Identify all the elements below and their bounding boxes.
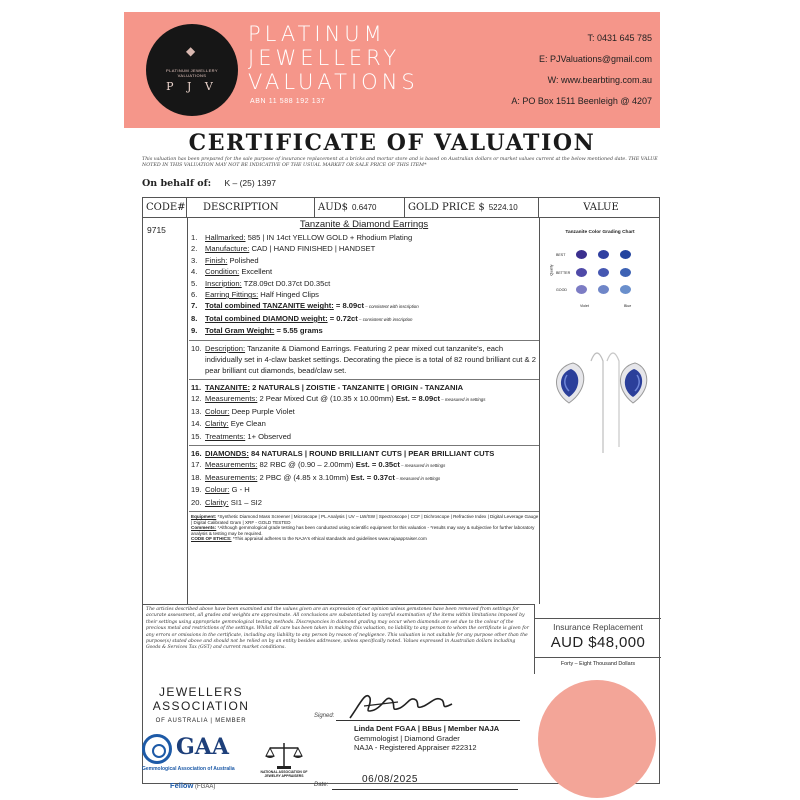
ja-sub: OF AUSTRALIA | MEMBER xyxy=(155,718,247,724)
abn-number: ABN 11 588 192 137 xyxy=(250,98,326,105)
row-estimate: Est. = 0.37ct xyxy=(348,472,395,482)
row-number: 4. xyxy=(191,267,198,277)
detail-row xyxy=(189,393,539,405)
row-text: 585 | IN 14ct YELLOW GOLD + Rhodium Plating xyxy=(245,233,413,242)
equipment-label: Equipment: xyxy=(191,513,217,519)
row-number: 17. xyxy=(191,460,202,470)
jewellers-association-logo xyxy=(142,685,260,728)
row-number: 20. xyxy=(191,497,202,507)
item-description xyxy=(189,218,539,542)
detail-row xyxy=(189,313,539,325)
gem-swatch xyxy=(598,268,609,277)
logo-ring-text: PLATINUM JEWELLERY VALUATIONS xyxy=(166,68,218,78)
gaa-fellow xyxy=(170,781,215,790)
signature-line xyxy=(336,720,520,721)
header-code: CODE# xyxy=(143,198,187,218)
chart-axis-x-right: Blue xyxy=(624,304,632,308)
detail-row xyxy=(189,472,539,484)
divider xyxy=(539,218,540,604)
gem-swatch xyxy=(576,268,587,277)
detail-row xyxy=(189,484,539,496)
divider xyxy=(189,511,539,512)
row-text: 2 NATURALS | ZOISTIE - TANZANITE | ORIGIN - TANZANIA xyxy=(250,382,464,392)
row-label: TANZANITE: xyxy=(205,382,250,392)
signed-label: Signed: xyxy=(314,713,335,719)
gem-swatch xyxy=(620,268,631,277)
ethics-note xyxy=(189,536,539,542)
divider xyxy=(189,379,539,380)
gold-label: GOLD PRICE $ xyxy=(408,202,485,213)
date-label: Date: xyxy=(314,782,329,788)
row-number: 18. xyxy=(191,472,202,482)
row-note: – consistent with inscription xyxy=(357,316,413,322)
behalf-label: On behalf of: xyxy=(142,178,212,189)
comments-note xyxy=(189,525,539,536)
gaa-sub: Gemmological Association of Australia xyxy=(142,766,235,772)
detail-row xyxy=(189,255,539,266)
brand-line-3: VALUATIONS xyxy=(248,70,419,94)
row-label: Total combined DIAMOND weight: xyxy=(205,313,328,323)
brand-line-2: JEWELLERY xyxy=(248,46,401,70)
equipment-note xyxy=(189,514,539,525)
row-label: Manufacture: xyxy=(205,244,250,254)
header-description: DESCRIPTION xyxy=(187,198,315,218)
row-number: 3. xyxy=(191,255,198,265)
header-aud xyxy=(315,198,405,218)
diamond-heading xyxy=(189,448,539,459)
signer-title: Gemmologist | Diamond Grader xyxy=(354,733,460,743)
row-text: TZ8.09ct D0.37ct D0.35ct xyxy=(241,278,331,288)
row-label: Description: xyxy=(205,343,246,353)
insurance-label: Insurance Replacement xyxy=(553,622,643,632)
row-text: = 5.55 grams xyxy=(274,326,323,336)
behalf-value: K – (25) 1397 xyxy=(224,178,276,188)
row-text: CAD | HAND FINISHED | HANDSET xyxy=(249,244,376,254)
naja-logo xyxy=(258,740,310,796)
fellow-suffix: (FGAA) xyxy=(193,784,216,790)
row-label: Total combined TANZANITE weight: xyxy=(205,301,334,311)
row-text: 2 Pear Mixed Cut @ (10.35 x 10.00mm) xyxy=(257,394,394,404)
detail-row xyxy=(189,289,539,300)
gem-swatch xyxy=(598,250,609,259)
row-number: 5. xyxy=(191,278,198,288)
date-value: 06/08/2025 xyxy=(362,774,419,785)
contact-details xyxy=(511,28,652,112)
diamond-icon: ◆ xyxy=(186,44,196,58)
detail-row xyxy=(189,497,539,509)
detail-row xyxy=(189,232,539,243)
row-text: Excellent xyxy=(239,267,273,277)
terms-text: The articles described above have been examined and the values given are an expression of our opinion unless gemstones have been removed from settings for accurate assessment, all grades and weights are approximate. All conclusions are substantiated by careful examination of the items within limitations imposed by their settings using appropriate gemmological testing methods. Discrepancies in diamond grading may occur when diamonds are set due to the colour of the precious metal and restrictions of the settings. Whilst all care has been taken in making this valuation, no liability to any person to whom the certificate is given for any errors or omissions in the certificate, including any liability to any person by reason of negligence. This valuation is not suitable for any purpose other than the purpose(s) stated above and should not be relied on by an entity besides addressee, unless specifically noted. Values expressed in Australian dollars including Goods & Services Tax (GST) and current market conditions. xyxy=(143,604,535,674)
signer-block xyxy=(354,724,499,753)
row-note: – measured in settings xyxy=(399,463,446,469)
row-number: 15. xyxy=(191,431,202,441)
gem-swatch xyxy=(620,250,631,259)
brand-name xyxy=(248,22,419,94)
row-text: Deep Purple Violet xyxy=(229,406,295,416)
gem-swatch xyxy=(598,285,609,294)
chart-row-label: GOOD xyxy=(556,288,567,292)
chart-axis-x-left: Violet xyxy=(580,304,589,308)
row-text: = 8.09ct xyxy=(333,301,364,311)
comments-label: Comments: xyxy=(191,525,217,531)
row-label: Hallmarked: xyxy=(205,233,246,242)
row-text: Half Hinged Clips xyxy=(258,290,319,300)
chart-row-label: BEST xyxy=(556,253,566,257)
item-title: Tanzanite & Diamond Earrings xyxy=(299,219,429,230)
detail-row xyxy=(189,300,539,312)
row-note: – consistent with inscription xyxy=(364,304,419,310)
insurance-box xyxy=(535,618,661,658)
website: W: www.bearbting.com.au xyxy=(547,75,652,85)
row-text: 84 NATURALS | ROUND BRILLIANT CUTS | PEAR BRILLIANT CUTS xyxy=(248,448,495,458)
row-label: Inscription: xyxy=(205,278,242,288)
signer-name: Linda Dent FGAA | BBus | Member NAJA xyxy=(354,724,500,733)
row-estimate: Est. = 0.35ct xyxy=(353,460,400,470)
row-label: Measurements: xyxy=(205,460,258,470)
row-number: 12. xyxy=(191,394,202,404)
naja-text: NATIONAL ASSOCIATION OF JEWELRY APPRAISERS xyxy=(260,770,308,778)
header-gold-price xyxy=(405,198,539,218)
gold-value: 5224.10 xyxy=(488,203,518,212)
row-number: 10. xyxy=(191,343,202,353)
row-number: 19. xyxy=(191,485,202,495)
row-label: Clarity: xyxy=(205,497,229,507)
fellow-text: Fellow xyxy=(170,781,194,790)
equipment-text: *Synthetic Diamond Mass Screener | Microscope | PL Analysis | UV – LW/SW | Spectroscope | CCF | Dichroscope | Refractive Index | Digital Leverage Gauge | Digital Calibrated Gram | XRF - GOLD TESTED xyxy=(191,513,539,525)
row-number: 9. xyxy=(191,326,198,336)
row-label: Treatments: xyxy=(205,431,246,441)
phone: T: 0431 645 785 xyxy=(587,33,652,43)
scales-icon xyxy=(258,740,310,770)
row-text: 82 RBC @ (0.90 – 2.00mm) xyxy=(257,460,354,470)
row-label: Earring Fittings: xyxy=(205,290,259,300)
row-text: = 0.72ct xyxy=(327,313,358,323)
detail-row xyxy=(189,243,539,254)
gaa-text: GAA xyxy=(176,734,229,760)
description-row xyxy=(189,343,539,377)
detail-row xyxy=(189,325,539,337)
earrings-photo xyxy=(545,343,661,463)
gaa-seal-icon xyxy=(142,734,172,764)
detail-row xyxy=(189,418,539,430)
item-code: 9715 xyxy=(147,225,166,235)
address: A: PO Box 1511 Beenleigh @ 4207 xyxy=(511,96,652,106)
weight-rows xyxy=(189,300,539,337)
detail-rows xyxy=(189,232,539,300)
diamond-rows xyxy=(189,459,539,509)
row-note: – measured in settings xyxy=(440,397,486,403)
row-text: SI1 – SI2 xyxy=(228,497,262,507)
tanzanite-rows xyxy=(189,393,539,443)
header-value: VALUE xyxy=(539,198,660,218)
row-text: G - H xyxy=(229,485,250,495)
brand-line-1: PLATINUM xyxy=(248,22,386,46)
detail-row xyxy=(189,278,539,289)
row-number: 8. xyxy=(191,313,198,323)
disclaimer: This valuation has been prepared for the sale purpose of insurance replacement at a bricks and mortar store and is based on Australian dollars or market values current at the below mentioned date. THE VALUE NOTED IN THIS VALUATION MAY NOT BE INDICATIVE OF THE USUAL MARKET OR SALE PRICE OF THIS ITEM* xyxy=(142,157,658,168)
email: E: PJValuations@gmail.com xyxy=(538,54,652,64)
row-note: – measured in settings xyxy=(394,475,441,481)
letterhead xyxy=(124,12,660,128)
pjv-logo xyxy=(146,24,238,116)
gaa-logo xyxy=(142,734,250,800)
row-label: Measurements: xyxy=(205,472,258,482)
row-number: 7. xyxy=(191,301,198,311)
row-text: 2 PBC @ (4.85 x 3.10mm) xyxy=(257,472,349,482)
aud-value: 0.6470 xyxy=(352,203,377,212)
tanzanite-heading xyxy=(189,382,539,393)
row-text: Eye Clean xyxy=(228,419,266,429)
company-stamp xyxy=(538,680,656,798)
gem-swatch xyxy=(620,285,631,294)
row-text: Tanzanite & Diamond Earrings. Featuring 2 pear mixed cut tanzanite's, each individually set in 4-claw basket settings. Decorating the piece is a total of 82 round brilliant cut & 2 pear brilliant cut diamonds, bead/claw set. xyxy=(205,343,536,376)
row-number: 13. xyxy=(191,406,202,416)
certificate-page xyxy=(118,12,666,792)
ja-line-2: ASSOCIATION xyxy=(152,699,250,713)
divider xyxy=(189,445,539,446)
detail-row xyxy=(189,431,539,443)
tanzanite-grading-chart xyxy=(542,220,658,320)
gem-swatch xyxy=(576,250,587,259)
insurance-words: Forty – Eight Thousand Dollars xyxy=(560,661,636,667)
row-label: Colour: xyxy=(205,485,230,495)
detail-row xyxy=(189,459,539,471)
logo-initials: P J V xyxy=(166,80,218,93)
row-label: DIAMONDS: xyxy=(205,448,249,458)
chart-row-label: BETTER xyxy=(556,271,571,275)
row-number: 14. xyxy=(191,419,202,429)
on-behalf-of xyxy=(142,178,276,189)
insurance-amount: AUD $48,000 xyxy=(550,634,646,651)
chart-title: Tanzanite Color Grading Chart xyxy=(565,230,635,235)
divider xyxy=(189,340,539,341)
row-label: Condition: xyxy=(205,267,240,277)
detail-row xyxy=(189,406,539,418)
ethics-label: CODE OF ETHICS: xyxy=(191,536,232,542)
aud-label: AUD$ xyxy=(318,202,349,213)
earrings-image xyxy=(545,343,661,463)
divider xyxy=(187,218,188,604)
signer-registration: NAJA - Registered Appraiser #22312 xyxy=(354,743,477,753)
chart-axis-y: Quality xyxy=(549,264,554,276)
row-estimate: Est. = 8.09ct xyxy=(393,394,441,404)
ja-line-1: JEWELLERS xyxy=(159,685,243,699)
comments-text: *Although gemmological grade testing has been conducted using scientific equipment for this valuation - *results may vary & subjective for further laboratory analysis & testing may be required. xyxy=(191,525,535,536)
row-number: 2. xyxy=(191,244,198,254)
row-label: Colour: xyxy=(205,406,230,416)
row-number: 11. xyxy=(191,382,202,392)
row-label: Finish: xyxy=(205,255,228,265)
ethics-text: *This appraisal adheres to the NAJA's ethical standards and guidelines www.najaappraiser.com xyxy=(231,536,427,542)
row-label: Measurements: xyxy=(205,394,258,404)
row-text: 1+ Observed xyxy=(245,431,292,441)
row-label: Total Gram Weight: xyxy=(205,326,275,336)
row-label: Clarity: xyxy=(205,419,229,429)
gem-swatch xyxy=(576,285,587,294)
date-line xyxy=(332,789,518,790)
page-title: CERTIFICATE OF VALUATION xyxy=(188,130,596,156)
row-number: 16. xyxy=(191,448,202,458)
detail-row xyxy=(189,266,539,277)
row-text: Polished xyxy=(227,255,259,265)
row-number: 6. xyxy=(191,290,198,300)
row-number: 1. xyxy=(191,233,198,242)
